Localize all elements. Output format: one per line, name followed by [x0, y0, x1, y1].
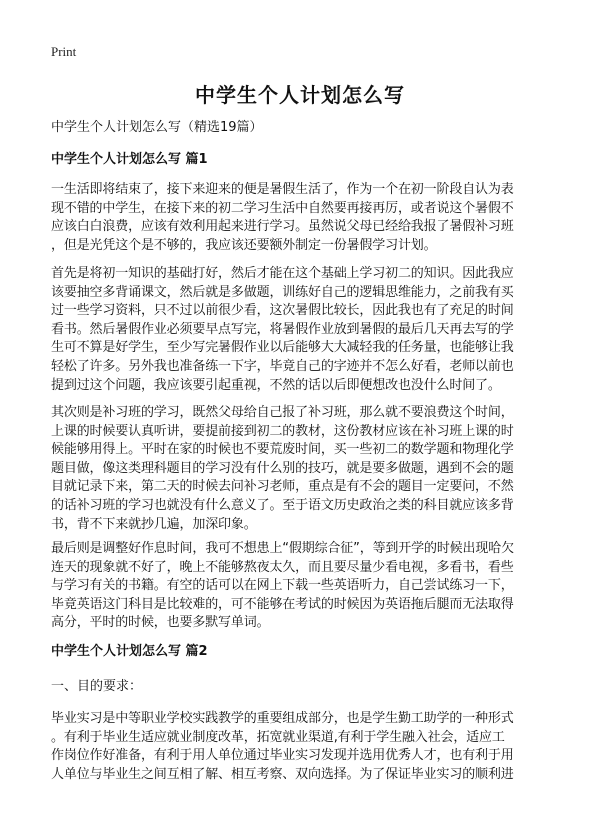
text-line: 目就记录下来，第二天的时候去问补习老师，重点是有不会的题目一定要问，不然	[51, 479, 514, 495]
text-line: 现不错的中学生，在接下来的初二学习生活中自然要再接再厉，或者说这个暑假不	[51, 200, 514, 216]
text-line: 作岗位作好准备，有利于用人单位通过毕业实习发现并选用优秀人才，也有利于用	[51, 748, 514, 764]
print-link[interactable]: Print	[51, 44, 77, 59]
text-line: 毕业实习是中等职业学校实践教学的重要组成部分，也是学生勤工助学的一种形式	[51, 711, 514, 726]
text-line: 其次则是补习班的学习，既然父母给自己报了补习班，那么就不要浪费这个时间，	[51, 405, 514, 420]
text-line: 应该白白浪费，应该有效利用起来进行学习。虽然说父母已经给我报了暑假补习班	[51, 219, 514, 235]
text-line: 的话补习班的学习也就没有什么意义了。至于语文历史政治之类的科目就应该多背	[51, 497, 514, 513]
text-line: 提到过这个问题，我应该要引起重视，不然的话以后即便想改也没什么时间了。	[51, 377, 501, 393]
text-line: 。有利于毕业生适应就业制度改革，拓宽就业渠道,有利于学生融入社会，适应工	[51, 729, 505, 745]
text-line: 看书。然后暑假作业必须要早点写完，将暑假作业放到暑假的最后几天再去写的学	[51, 321, 514, 337]
text-line: 过一些学习资料，只不过以前很少看，这次暑假比较长，因此我也有了充足的时间	[51, 303, 514, 319]
text-line: 该要抽空多背诵课文，然后就是多做题，训练好自己的逻辑思维能力，之前我有买	[51, 284, 514, 300]
text-line: 最后则是调整好作息时间，我可不想患上“假期综合征”，等到开学的时候出现哈欠	[51, 541, 514, 556]
paragraph-1	[51, 181, 553, 255]
text-line: 书，背不下来就抄几遍，加深印象。	[51, 516, 257, 532]
text-line: 轻松了许多。另外我也准备练一下字，毕竟自己的字迹并不怎么好看，老师以前也	[51, 358, 514, 374]
text-line: 人单位与毕业生之间互相了解、相互考察、双向选择。为了保证毕业实习的顺利进	[51, 766, 514, 782]
paragraph-2	[51, 265, 553, 395]
text-line: 生可不算是好学生，至少写完暑假作业以后能够大大减轻我的任务量，也能够让我	[51, 340, 514, 356]
text-line: 首先是将初一知识的基础打好，然后才能在这个基础上学习初二的知识。因此我应	[51, 266, 514, 281]
paragraph-4	[51, 540, 553, 633]
page-title: 中学生个人计划怎么写	[195, 83, 405, 107]
text-line: 候能够用得上。平时在家的时候也不要荒废时间，买一些初二的数学题和物理化学	[51, 442, 514, 458]
subsection-heading: 一、目的要求：	[51, 679, 143, 694]
text-line: ，但是光凭这个是不够的，我应该还要额外制定一份暑假学习计划。	[51, 237, 437, 253]
text-line: 一生活即将结束了，接下来迎来的便是暑假生活了，作为一个在初一阶段自认为表	[51, 182, 514, 197]
text-line: 毕竟英语这门科目是比较难的，可不能够在考试的时候因为英语拖后腿而无法取得	[51, 596, 514, 612]
text-line: 题目做，像这类理科题目的学习没有什么别的技巧，就是要多做题，遇到不会的题	[51, 460, 514, 476]
text-line: 连天的现象就不好了，晚上不能够熬夜太久，而且要尽量少看电视，多看书，看些	[51, 559, 514, 575]
text-line: 与学习有关的书籍。有空的话可以在网上下载一些英语听力，自己尝试练习一下，	[51, 578, 514, 594]
section-heading-2: 中学生个人计划怎么写 篇2	[51, 644, 208, 659]
paragraph-3	[51, 404, 553, 534]
paragraph-5	[51, 710, 553, 784]
section-heading-1: 中学生个人计划怎么写 篇1	[51, 152, 208, 167]
text-line: 上课的时候要认真听讲，要提前接到初二的教材，这份教材应该在补习班上课的时	[51, 423, 514, 439]
text-line: 高分，平时的时候，也要多默写单词。	[51, 615, 270, 631]
document-subtitle: 中学生个人计划怎么写（精选19篇）	[51, 120, 263, 135]
